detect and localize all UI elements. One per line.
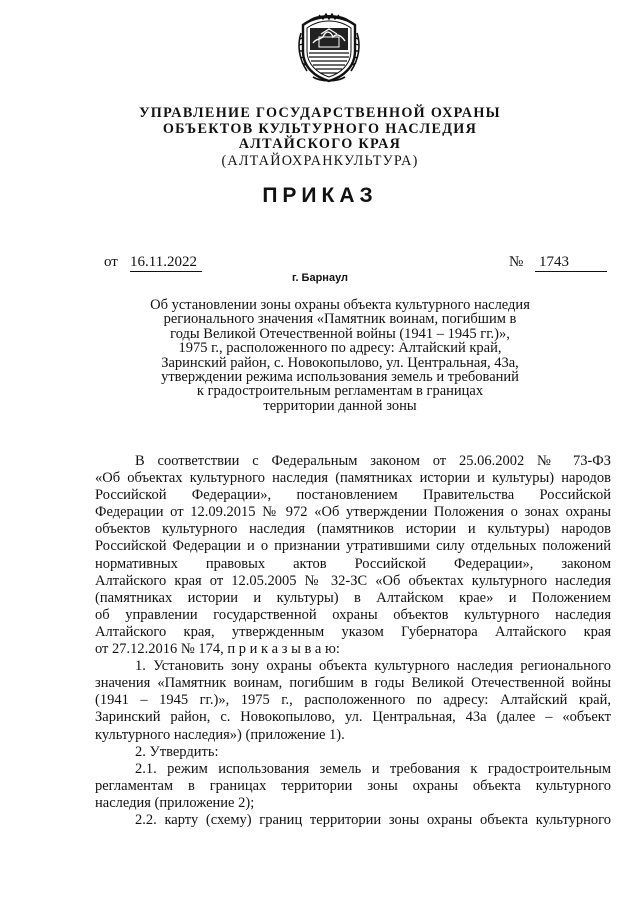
body-line: нормативных правовых актов Российской Федерации», законом <box>95 555 611 572</box>
body-line: объектов культурного наследия (памятников истории и культуры) народов <box>95 521 611 538</box>
org-name-line-3: АЛТАЙСКОГО КРАЯ <box>238 136 402 152</box>
subject-line: регионального значения «Памятник воинам, погибшим в <box>163 311 517 328</box>
body-line: 2.1. режим использования земель и требования к градостроительным <box>135 760 611 777</box>
document-date: 16.11.2022 <box>130 254 202 272</box>
number-label: № <box>509 254 524 270</box>
org-abbreviation: (АЛТАЙОХРАНКУЛЬТУРА) <box>221 152 419 169</box>
org-name-line-1: УПРАВЛЕНИЕ ГОСУДАРСТВЕННОЙ ОХРАНЫ <box>139 105 501 121</box>
body-line: наследия (приложение 2); <box>95 794 255 811</box>
subject-line: к градостроительным регламентам в границах <box>196 383 484 400</box>
subject-line: Об установлении зоны охраны объекта культурного наследия <box>150 297 530 313</box>
org-name-line-2: ОБЪЕКТОВ КУЛЬТУРНОГО НАСЛЕДИЯ <box>162 120 478 137</box>
body-line: регламентам в границах территории зоны охраны объекта культурного <box>95 777 611 794</box>
body-line: Алтайского края от 12.05.2005 № 32-ЗС «Об объектах культурного наследия <box>95 572 611 589</box>
subject-line: 1975 г., расположенного по адресу: Алтайский край, <box>178 340 502 357</box>
subject-line: годы Великой Отечественной войны (1941 – 1945 гг.)», <box>170 325 510 342</box>
document-subject <box>120 298 560 413</box>
subject-line: утверждении режима использования земель и требований <box>161 369 519 386</box>
body-line: Заринский район, с. Новокопылово, ул. Центральная, 43а (далее – «объект <box>95 709 611 726</box>
body-line: Алтайского края, утвержденным указом Губернатора Алтайского края <box>95 623 611 640</box>
document-body <box>95 453 611 829</box>
body-line: 2.2. карту (схему) границ территории зоны охраны объекта культурного <box>135 811 611 828</box>
subject-line: Заринский район, с. Новокопылово, ул. Центральная, 43а, <box>161 354 519 371</box>
body-line: (1941 – 1945 гг.)», 1975 г., расположенного по адресу: Алтайский край, <box>95 692 611 709</box>
document-title: ПРИКАЗ <box>262 184 378 207</box>
organization-header <box>0 106 640 169</box>
body-line: об управлении государственной охраны объектов культурного наследия <box>95 606 611 623</box>
document-number: 1743 <box>535 254 607 272</box>
body-line: «Об объектах культурного наследия (памятниках истории и культуры) народов <box>95 470 611 487</box>
altai-krai-coat-of-arms-icon <box>297 13 361 83</box>
body-line: от 27.12.2016 № 174, п р и к а з ы в а ю: <box>95 641 340 658</box>
body-line: В соответствии с Федеральным законом от 25.06.2002 № 73-ФЗ <box>135 453 611 469</box>
body-line: культурного наследия») (приложение 1). <box>95 726 345 743</box>
date-label: от <box>104 254 118 270</box>
body-line: Российской Федерации», постановлением Правительства Российской <box>95 487 611 504</box>
document-city: г. Барнаул <box>291 272 349 284</box>
body-line: Российской Федерации и о признании утратившими силу отдельных положений <box>95 538 611 555</box>
body-line: (памятниках истории и культуры) в Алтайском крае» и Положением <box>95 589 611 606</box>
body-line: 1. Установить зону охраны объекта культурного наследия регионального <box>135 658 611 675</box>
body-line: значения «Памятник воинам, погибшим в годы Великой Отечественной войны <box>95 675 611 692</box>
body-line: 2. Утвердить: <box>135 743 219 760</box>
subject-line: территории данной зоны <box>263 397 417 414</box>
body-line: Федерации от 12.09.2015 № 972 «Об утверждении Положения о зонах охраны <box>95 504 611 521</box>
